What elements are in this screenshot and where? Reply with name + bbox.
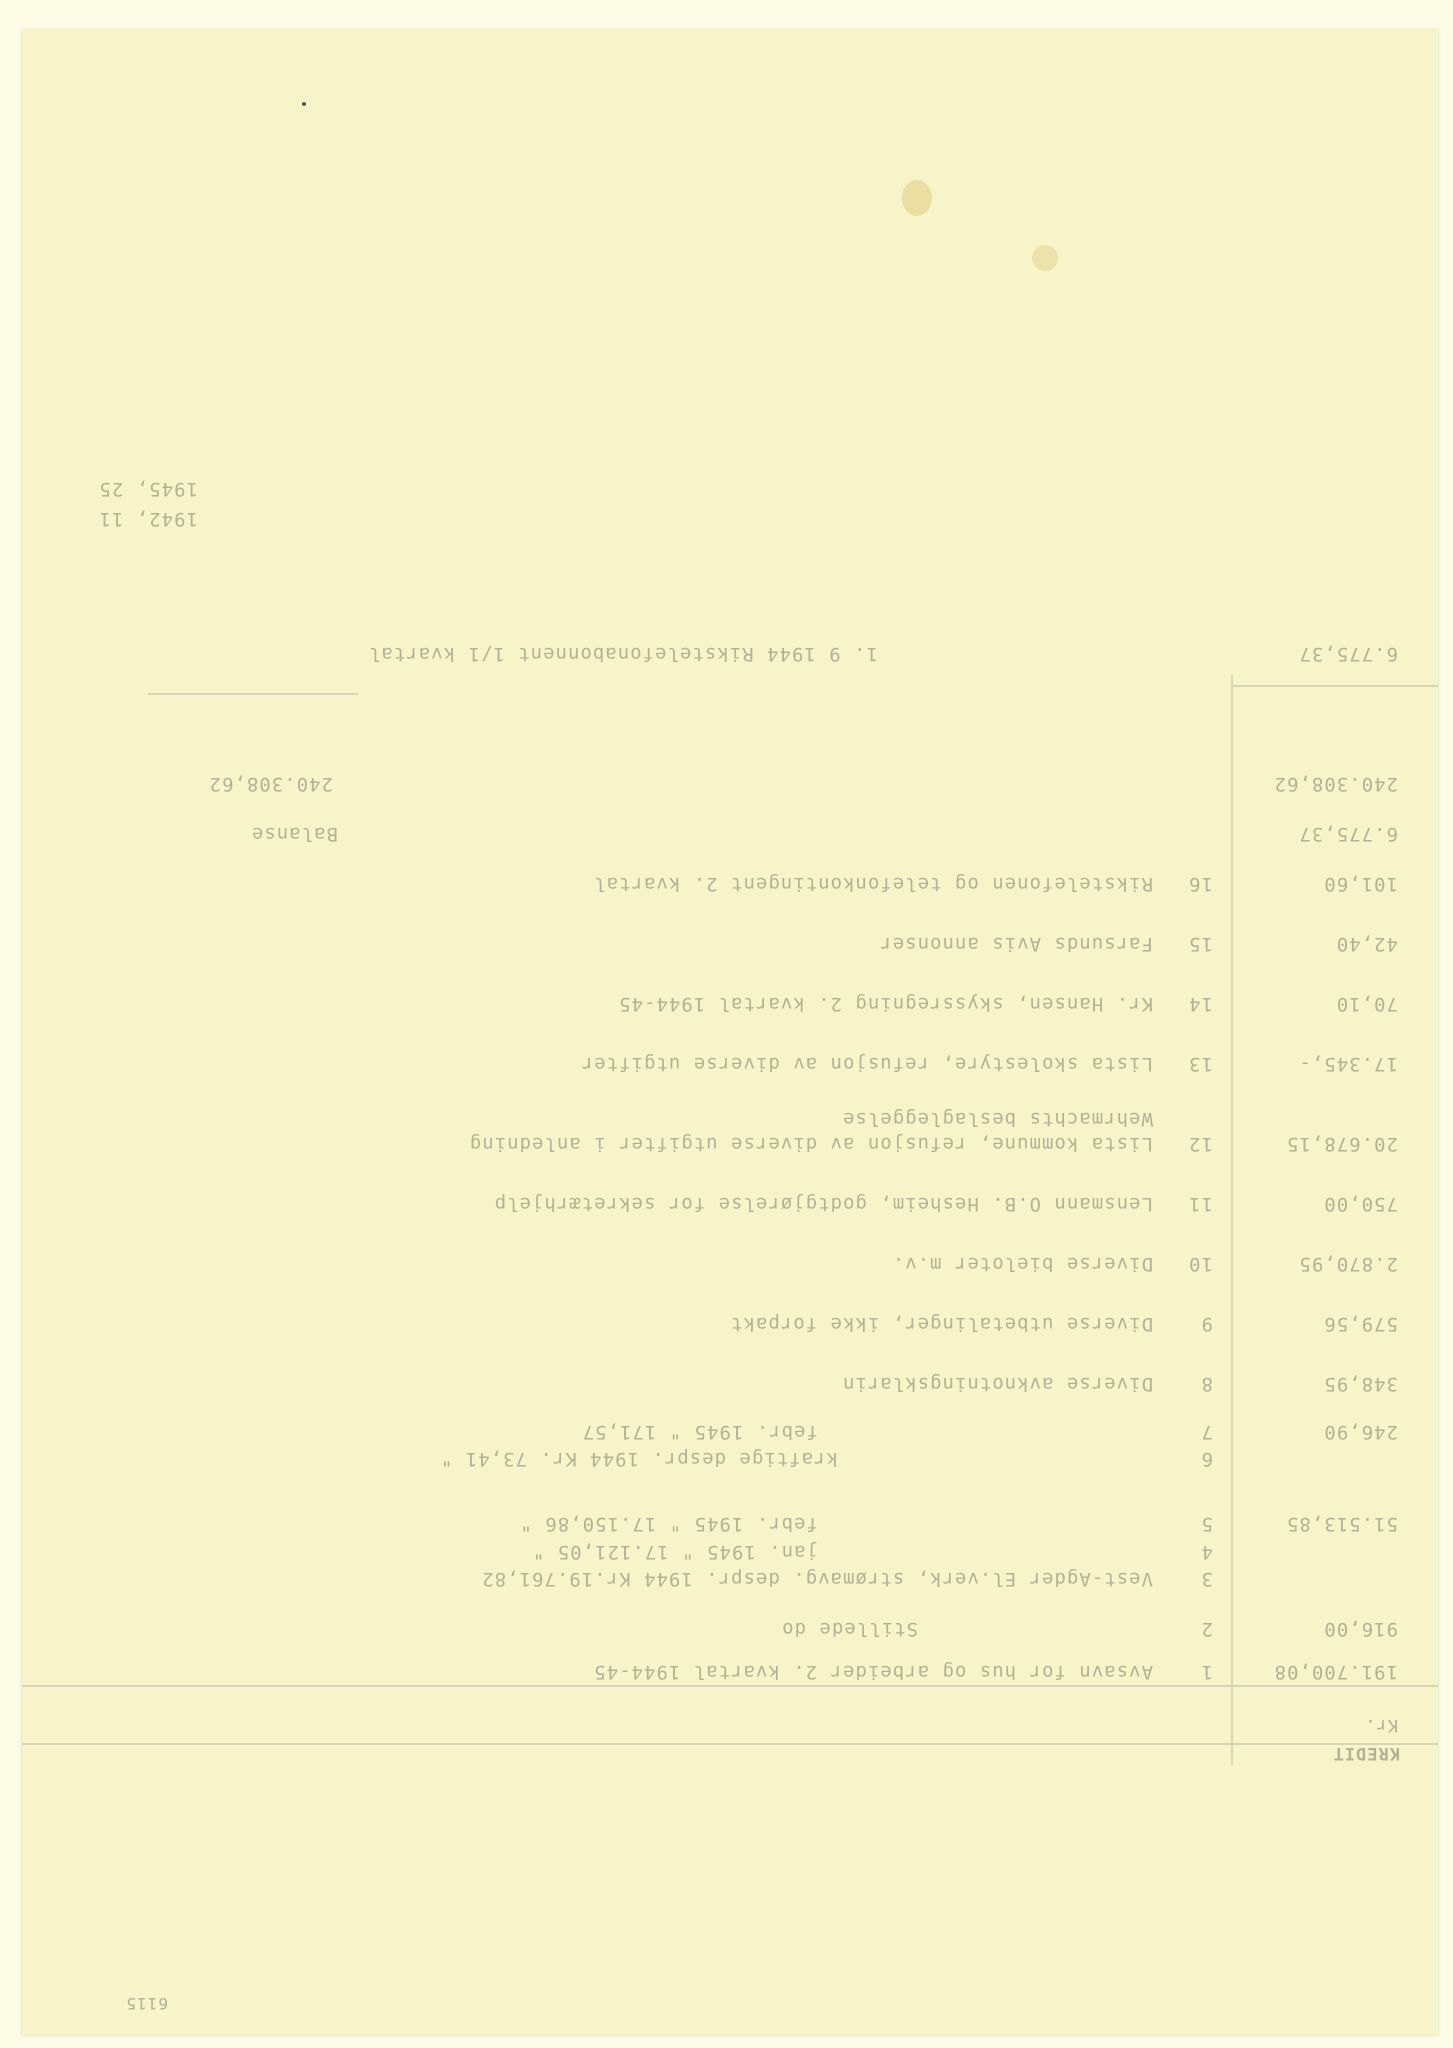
ledger-entry: Rikstelefonen og telefonkontingent 2. kvartal bbox=[593, 873, 1153, 895]
ledger-line-number: 11 bbox=[1188, 1193, 1213, 1215]
ledger-amount: 6.775,37 bbox=[1298, 823, 1398, 845]
ledger-amount: 70,10 bbox=[1335, 993, 1398, 1015]
ledger-entry: kraftige despr. 1944 Kr. 73,41 " bbox=[439, 1448, 838, 1470]
ledger-amount: 17.345,- bbox=[1298, 1053, 1398, 1075]
ledger-entry: Lista skolestyre, refusjon av diverse utgifter bbox=[580, 1053, 1153, 1075]
ledger-line-number: 10 bbox=[1188, 1253, 1213, 1275]
column-header-currency: Kr. bbox=[1364, 1715, 1398, 1735]
ledger-line-number: 5 bbox=[1200, 1513, 1213, 1535]
ledger-entry: Diverse bieloter m.v. bbox=[891, 1253, 1153, 1275]
ledger-line-number: 16 bbox=[1188, 873, 1213, 895]
ledger-entry: Lensmann O.B. Hesheim, godtgjørelse for sekretærhjelp bbox=[493, 1193, 1153, 1215]
ledger-amount: 750,00 bbox=[1323, 1193, 1398, 1215]
ledger-line-number: 2 bbox=[1200, 1618, 1213, 1640]
column-header-side: KREDIT bbox=[1332, 1743, 1400, 1763]
ledger-entry: Avsavn for hus og arbeider 2. kvartal 1944-45 bbox=[593, 1661, 1153, 1683]
ledger-amount: 20.678,15 bbox=[1286, 1133, 1398, 1155]
ledger-entry: febr. 1945 " 171,57 bbox=[581, 1421, 818, 1443]
ledger-amount: 2.870,95 bbox=[1298, 1253, 1398, 1275]
ledger-amount: 101,60 bbox=[1323, 873, 1398, 895]
ledger-entry: Stillede do bbox=[781, 1618, 918, 1640]
ledger-line-number: 8 bbox=[1200, 1373, 1213, 1395]
margin-note: 1945, 25 bbox=[98, 478, 198, 500]
header-rule bbox=[22, 1743, 1438, 1745]
amount-column-rule bbox=[1231, 675, 1233, 1765]
ledger-amount: 246,90 bbox=[1323, 1421, 1398, 1443]
show-through-ledger bbox=[22, 30, 1438, 2035]
ledger-amount: 191.700,08 bbox=[1273, 1661, 1398, 1683]
ledger-line-number: 13 bbox=[1188, 1053, 1213, 1075]
ledger-line-number: 12 bbox=[1188, 1133, 1213, 1155]
ledger-entry: Kr. Hansen, skyssregning 2. kvartal 1944-45 bbox=[618, 993, 1153, 1015]
ledger-entry: Balanse bbox=[250, 823, 338, 845]
ledger-line-number: 1 bbox=[1200, 1661, 1213, 1683]
ledger-line-number: 9 bbox=[1200, 1313, 1213, 1335]
total-rule bbox=[148, 693, 358, 695]
ledger-entry: febr. 1945 " 17.150,86 " bbox=[519, 1513, 818, 1535]
ledger-entry: Wehrmachts beslagleggelse bbox=[842, 1108, 1153, 1130]
header-rule bbox=[22, 1685, 1438, 1687]
ledger-line-number: 7 bbox=[1200, 1421, 1213, 1443]
margin-note: 1942, 11 bbox=[98, 508, 198, 530]
footer-note: 1. 9 1944 Rikstelefonabonnent 1/1 kvartal bbox=[368, 643, 878, 665]
ledger-entry: Lista kommune, refusjon av diverse utgifter i anledning bbox=[468, 1133, 1153, 1155]
ledger-amount: 42,40 bbox=[1335, 933, 1398, 955]
ledger-line-number: 3 bbox=[1200, 1568, 1213, 1590]
document-page bbox=[22, 30, 1438, 2035]
ledger-total: 240.308,62 bbox=[208, 773, 333, 795]
ledger-entry: Vest-Agder El.verk, strømavg. despr. 1944 Kr.19.761,82 bbox=[481, 1568, 1153, 1590]
ledger-entry: jan. 1945 " 17.121,05 " bbox=[531, 1541, 818, 1563]
ledger-entry: Diverse utbetalinger, ikke forpakt bbox=[730, 1313, 1153, 1335]
ledger-amount: 348,95 bbox=[1323, 1373, 1398, 1395]
ledger-line-number: 15 bbox=[1188, 933, 1213, 955]
ledger-amount: 916,00 bbox=[1323, 1618, 1398, 1640]
ledger-total: 240.308,62 bbox=[1273, 773, 1398, 795]
ledger-amount: 579,56 bbox=[1323, 1313, 1398, 1335]
ledger-line-number: 14 bbox=[1188, 993, 1213, 1015]
ledger-entry: Diverse avknotningsklarin bbox=[842, 1373, 1153, 1395]
ledger-entry: Farsunds Avis annonser bbox=[879, 933, 1153, 955]
ledger-line-number: 6 bbox=[1200, 1448, 1213, 1470]
total-rule bbox=[1233, 685, 1438, 687]
stamp-number: 6115 bbox=[125, 1994, 168, 2013]
footer-amount: 6.775,37 bbox=[1298, 643, 1398, 665]
ledger-line-number: 4 bbox=[1200, 1541, 1213, 1563]
ledger-amount: 51.513,85 bbox=[1286, 1513, 1398, 1535]
